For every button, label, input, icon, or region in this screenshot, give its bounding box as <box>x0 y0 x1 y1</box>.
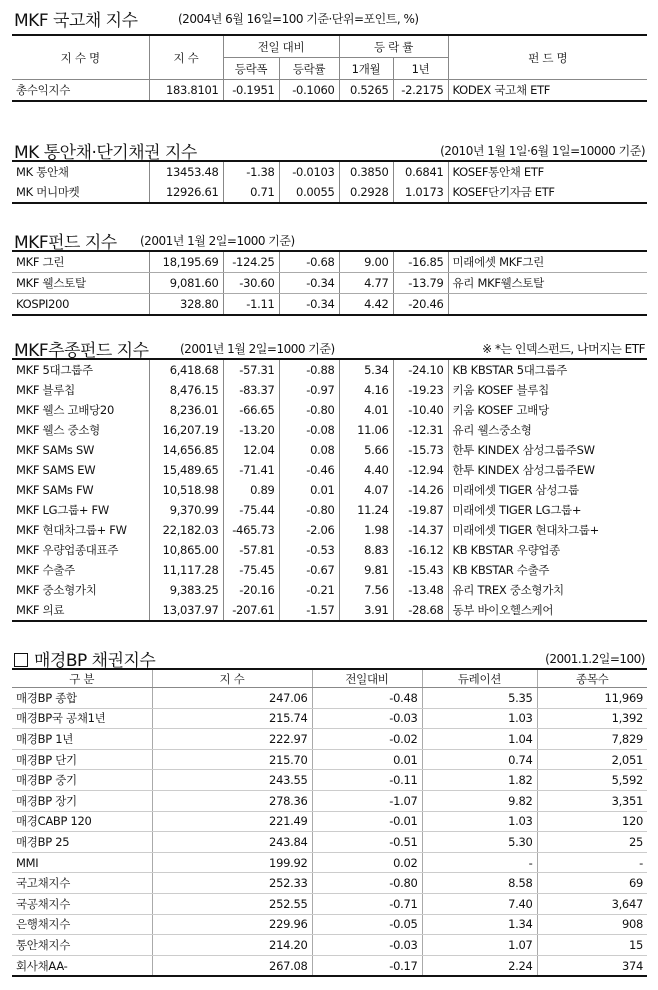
row-rate: -0.0103 <box>279 161 339 182</box>
row-chg: -0.05 <box>312 914 422 935</box>
row-index: 243.84 <box>152 832 312 853</box>
table-row <box>12 161 647 182</box>
row-rate: -0.97 <box>279 380 339 400</box>
row-m1: 8.83 <box>339 540 393 560</box>
col-header-duration: 듀레이션 <box>422 669 537 688</box>
section-bp-bond <box>12 644 647 977</box>
table-row <box>12 811 647 832</box>
header-row <box>12 35 647 58</box>
row-m1: 9.81 <box>339 560 393 580</box>
row-name: 통안채지수 <box>12 935 152 956</box>
table-row <box>12 935 647 956</box>
row-rate: -0.1060 <box>279 80 339 102</box>
row-fund: 미래에셋 TIGER 삼성그룹 <box>452 483 579 497</box>
row-index: 328.80 <box>149 294 223 316</box>
govbond-table <box>12 34 647 102</box>
row-y1: -14.37 <box>393 520 448 540</box>
row-dur: 5.30 <box>422 832 537 853</box>
row-y1: 0.6841 <box>393 161 448 182</box>
row-dur: 1.34 <box>422 914 537 935</box>
row-chg: -0.51 <box>312 832 422 853</box>
row-fund: 유리 웰스중소형 <box>452 423 532 437</box>
row-index: 229.96 <box>152 914 312 935</box>
row-y1: -19.23 <box>393 380 448 400</box>
row-chg: -1.38 <box>223 161 279 182</box>
table-row <box>12 560 647 580</box>
table-row <box>12 955 647 976</box>
row-index: 10,865.00 <box>149 540 223 560</box>
row-y1: 1.0173 <box>393 182 448 203</box>
row-rate: -1.57 <box>279 600 339 621</box>
section-title: MKF 국고채 지수 <box>14 11 138 31</box>
col-header-name: 구 분 <box>12 669 152 688</box>
row-chg: -75.44 <box>223 500 279 520</box>
row-index: 243.55 <box>152 770 312 791</box>
row-y1: -15.73 <box>393 440 448 460</box>
row-y1: -13.48 <box>393 580 448 600</box>
row-dur: 8.58 <box>422 873 537 894</box>
row-name: MKF 수출주 <box>12 560 149 580</box>
row-index: 11,117.28 <box>149 560 223 580</box>
row-name: MKF SAMs FW <box>12 480 149 500</box>
row-chg: -57.31 <box>223 359 279 380</box>
row-name: 매경BP 25 <box>12 832 152 853</box>
row-fund: 미래에셋 TIGER LG그룹+ <box>452 503 582 517</box>
row-cnt: 2,051 <box>537 749 647 770</box>
row-name: MK 통안채 <box>12 161 149 182</box>
section-mkf-govbond <box>12 4 647 102</box>
row-name: 은행채지수 <box>12 914 152 935</box>
row-y1: -13.79 <box>393 273 448 294</box>
row-y1: -16.85 <box>393 251 448 273</box>
row-index: 215.70 <box>152 749 312 770</box>
row-chg: -66.65 <box>223 400 279 420</box>
row-m1: 5.34 <box>339 359 393 380</box>
row-rate: -0.80 <box>279 400 339 420</box>
row-chg: -75.45 <box>223 560 279 580</box>
row-cnt: 3,647 <box>537 893 647 914</box>
col-header-fund: 펀 드 명 <box>448 35 647 80</box>
row-name: 국공채지수 <box>12 893 152 914</box>
row-dur: 1.07 <box>422 935 537 956</box>
row-name: MKF 중소형가치 <box>12 580 149 600</box>
row-chg: -0.71 <box>312 893 422 914</box>
row-m1: 1.98 <box>339 520 393 540</box>
row-y1: -16.12 <box>393 540 448 560</box>
table-row <box>12 440 647 460</box>
row-cnt: 908 <box>537 914 647 935</box>
row-fund: KODEX 국고채 ETF <box>452 83 551 97</box>
row-index: 252.33 <box>152 873 312 894</box>
row-y1: -28.68 <box>393 600 448 621</box>
row-index: 8,476.15 <box>149 380 223 400</box>
row-index: 183.8101 <box>149 80 223 102</box>
table-row <box>12 400 647 420</box>
row-chg: -71.41 <box>223 460 279 480</box>
table-row <box>12 729 647 750</box>
section-header <box>12 644 647 671</box>
row-dur: - <box>422 852 537 873</box>
row-name: MKF 웰스 고배당20 <box>12 400 149 420</box>
row-fund: KB KBSTAR 수출주 <box>452 563 550 577</box>
table-row <box>12 359 647 380</box>
col-header-index: 지 수 <box>149 35 223 80</box>
row-name: 매경BP 단기 <box>12 749 152 770</box>
table-row <box>12 540 647 560</box>
row-y1: -15.43 <box>393 560 448 580</box>
section-subtitle: (2001년 1월 2일=1000 기준) <box>140 234 295 248</box>
table-row <box>12 380 647 400</box>
row-rate: -0.80 <box>279 500 339 520</box>
row-m1: 11.24 <box>339 500 393 520</box>
row-index: 6,418.68 <box>149 359 223 380</box>
row-m1: 4.77 <box>339 273 393 294</box>
row-rate: -0.46 <box>279 460 339 480</box>
row-index: 267.08 <box>152 955 312 976</box>
section-note: (2001.1.2일=100) <box>545 652 645 666</box>
row-name: 매경BP 장기 <box>12 790 152 811</box>
row-m1: 4.42 <box>339 294 393 316</box>
row-y1: -12.94 <box>393 460 448 480</box>
table-row <box>12 770 647 791</box>
table-row <box>12 480 647 500</box>
row-index: 199.92 <box>152 852 312 873</box>
row-chg: 0.02 <box>312 852 422 873</box>
header-row <box>12 669 647 688</box>
row-m1: 4.40 <box>339 460 393 480</box>
row-chg: -0.17 <box>312 955 422 976</box>
row-fund: KOSEF단기자금 ETF <box>452 185 555 199</box>
row-cnt: 11,969 <box>537 688 647 709</box>
row-fund: 키움 KOSEF 고배당 <box>452 403 549 417</box>
row-chg: -0.48 <box>312 688 422 709</box>
row-name: MKF 그린 <box>12 251 149 273</box>
table-row <box>12 852 647 873</box>
col-header-chg: 등락폭 <box>223 58 279 80</box>
row-fund: 미래에셋 MKF그린 <box>448 251 647 273</box>
row-m1: 4.07 <box>339 480 393 500</box>
row-rate: -2.06 <box>279 520 339 540</box>
row-index: 222.97 <box>152 729 312 750</box>
row-name: MKF LG그룹+ FW <box>12 500 149 520</box>
row-chg: -20.16 <box>223 580 279 600</box>
col-header-name: 지 수 명 <box>12 35 149 80</box>
row-index: 13,037.97 <box>149 600 223 621</box>
row-rate: -0.34 <box>279 273 339 294</box>
table-row <box>12 273 647 294</box>
row-index: 10,518.98 <box>149 480 223 500</box>
row-fund: KB KBSTAR 5대그룹주 <box>452 363 568 377</box>
row-fund: 미래에셋 TIGER 현대차그룹+ <box>452 523 599 537</box>
table-row <box>12 688 647 709</box>
row-name: MK 머니마켓 <box>12 182 149 203</box>
row-index: 22,182.03 <box>149 520 223 540</box>
row-name: 총수익지수 <box>12 80 149 102</box>
section-title: MK 통안채·단기채권 지수 <box>14 143 197 163</box>
col-header-index: 지 수 <box>152 669 312 688</box>
row-index: 9,383.25 <box>149 580 223 600</box>
row-index: 9,370.99 <box>149 500 223 520</box>
row-chg: 0.71 <box>223 182 279 203</box>
row-index: 13453.48 <box>149 161 223 182</box>
row-chg: -0.01 <box>312 811 422 832</box>
table-row <box>12 600 647 621</box>
table-row <box>12 832 647 853</box>
row-1m: 0.5265 <box>339 80 393 102</box>
row-chg: -1.07 <box>312 790 422 811</box>
section-mk-short-bond <box>12 136 647 204</box>
row-name: MKF 현대차그룹+ FW <box>12 520 149 540</box>
short-bond-table <box>12 160 647 204</box>
col-header-prev: 전일 대비 <box>223 35 339 58</box>
row-name: MKF 웰스 중소형 <box>12 420 149 440</box>
row-y1: -19.87 <box>393 500 448 520</box>
row-index: 221.49 <box>152 811 312 832</box>
row-name: MKF 5대그룹주 <box>12 359 149 380</box>
row-rate: -0.34 <box>279 294 339 316</box>
row-fund: KB KBSTAR 우량업종 <box>452 543 560 557</box>
row-m1: 7.56 <box>339 580 393 600</box>
tracking-table <box>12 358 647 622</box>
col-header-chg: 전일대비 <box>312 669 422 688</box>
fund-table <box>12 250 647 316</box>
row-fund: 한투 KINDEX 삼성그룹주SW <box>452 443 595 457</box>
row-rate: -0.53 <box>279 540 339 560</box>
table-row <box>12 294 647 316</box>
table-row <box>12 749 647 770</box>
table-row <box>12 914 647 935</box>
row-chg: -13.20 <box>223 420 279 440</box>
row-dur: 1.04 <box>422 729 537 750</box>
col-header-count: 종목수 <box>537 669 647 688</box>
row-chg: -0.80 <box>312 873 422 894</box>
row-m1: 4.16 <box>339 380 393 400</box>
row-fund: 유리 MKF웰스토탈 <box>448 273 647 294</box>
table-row <box>12 708 647 729</box>
row-index: 9,081.60 <box>149 273 223 294</box>
row-dur: 1.03 <box>422 708 537 729</box>
row-chg: 0.01 <box>312 749 422 770</box>
row-chg: -1.11 <box>223 294 279 316</box>
square-icon <box>14 653 28 667</box>
table-row <box>12 251 647 273</box>
row-fund: 유리 TREX 중소형가치 <box>452 583 564 597</box>
row-fund <box>448 294 647 316</box>
row-rate: -0.08 <box>279 420 339 440</box>
row-name: 매경BP 종합 <box>12 688 152 709</box>
row-m1: 3.91 <box>339 600 393 621</box>
row-rate: 0.01 <box>279 480 339 500</box>
row-index: 278.36 <box>152 790 312 811</box>
section-title: MKF추종펀드 지수 <box>14 341 149 361</box>
row-cnt: 25 <box>537 832 647 853</box>
row-name: MKF 우량업종대표주 <box>12 540 149 560</box>
row-m1: 11.06 <box>339 420 393 440</box>
row-name: 매경BP 1년 <box>12 729 152 750</box>
row-index: 18,195.69 <box>149 251 223 273</box>
section-mkf-fund <box>12 226 647 316</box>
row-dur: 0.74 <box>422 749 537 770</box>
row-name: 회사채AA- <box>12 955 152 976</box>
row-m1: 4.01 <box>339 400 393 420</box>
row-1y: -2.2175 <box>393 80 448 102</box>
col-header-1y: 1년 <box>393 58 448 80</box>
row-index: 215.74 <box>152 708 312 729</box>
row-chg: -465.73 <box>223 520 279 540</box>
row-dur: 2.24 <box>422 955 537 976</box>
row-m1: 9.00 <box>339 251 393 273</box>
row-index: 214.20 <box>152 935 312 956</box>
row-name: MKF SAMs SW <box>12 440 149 460</box>
table-row <box>12 460 647 480</box>
row-name: KOSPI200 <box>12 294 149 316</box>
row-chg: -30.60 <box>223 273 279 294</box>
row-chg: -0.1951 <box>223 80 279 102</box>
row-cnt: 120 <box>537 811 647 832</box>
row-y1: -14.26 <box>393 480 448 500</box>
row-index: 8,236.01 <box>149 400 223 420</box>
table-row <box>12 500 647 520</box>
row-name: 매경CABP 120 <box>12 811 152 832</box>
row-m1: 0.2928 <box>339 182 393 203</box>
row-index: 12926.61 <box>149 182 223 203</box>
section-header <box>12 334 647 361</box>
row-chg: -0.03 <box>312 935 422 956</box>
row-fund: KOSEF통안채 ETF <box>452 165 544 179</box>
table-row <box>12 790 647 811</box>
row-name: MMI <box>12 852 152 873</box>
row-name: MKF 의료 <box>12 600 149 621</box>
row-name: MKF 웰스토탈 <box>12 273 149 294</box>
table-row <box>12 182 647 203</box>
row-dur: 1.82 <box>422 770 537 791</box>
section-title: MKF펀드 지수 <box>14 233 117 253</box>
section-subtitle: (2004년 6월 16일=100 기준·단위=포인트, %) <box>178 12 419 26</box>
row-cnt: 374 <box>537 955 647 976</box>
col-header-range: 등 락 률 <box>339 35 448 58</box>
row-dur: 7.40 <box>422 893 537 914</box>
row-rate: 0.0055 <box>279 182 339 203</box>
row-cnt: 1,392 <box>537 708 647 729</box>
row-index: 252.55 <box>152 893 312 914</box>
row-cnt: 69 <box>537 873 647 894</box>
row-index: 247.06 <box>152 688 312 709</box>
row-name: 매경BP국 공채1년 <box>12 708 152 729</box>
row-chg: -0.02 <box>312 729 422 750</box>
row-chg: -57.81 <box>223 540 279 560</box>
row-chg: -124.25 <box>223 251 279 273</box>
row-index: 14,656.85 <box>149 440 223 460</box>
row-rate: -0.88 <box>279 359 339 380</box>
section-title <box>14 646 155 671</box>
row-name: 매경BP 중기 <box>12 770 152 791</box>
row-y1: -12.31 <box>393 420 448 440</box>
row-dur: 5.35 <box>422 688 537 709</box>
row-chg: -207.61 <box>223 600 279 621</box>
row-y1: -10.40 <box>393 400 448 420</box>
table-row <box>12 873 647 894</box>
section-header <box>12 136 647 163</box>
row-cnt: 3,351 <box>537 790 647 811</box>
row-chg: -0.03 <box>312 708 422 729</box>
row-chg: -83.37 <box>223 380 279 400</box>
row-m1: 0.3850 <box>339 161 393 182</box>
row-rate: -0.67 <box>279 560 339 580</box>
col-header-rate: 등락률 <box>279 58 339 80</box>
table-row <box>12 580 647 600</box>
row-index: 15,489.65 <box>149 460 223 480</box>
row-y1: -24.10 <box>393 359 448 380</box>
row-name: 국고채지수 <box>12 873 152 894</box>
section-note: ※ *는 인덱스펀드, 나머지는 ETF <box>482 342 645 356</box>
row-chg: -0.11 <box>312 770 422 791</box>
section-header <box>12 226 647 253</box>
section-subtitle: (2001년 1월 2일=1000 기준) <box>180 342 335 356</box>
row-dur: 9.82 <box>422 790 537 811</box>
row-cnt: 5,592 <box>537 770 647 791</box>
row-cnt: 15 <box>537 935 647 956</box>
row-fund: 동부 바이오헬스케어 <box>452 603 554 617</box>
section-mkf-tracking <box>12 334 647 622</box>
row-cnt: 7,829 <box>537 729 647 750</box>
row-chg: 0.89 <box>223 480 279 500</box>
row-m1: 5.66 <box>339 440 393 460</box>
row-index: 16,207.19 <box>149 420 223 440</box>
col-header-1m: 1개월 <box>339 58 393 80</box>
row-fund: 한투 KINDEX 삼성그룹주EW <box>452 463 595 477</box>
row-name: MKF SAMS EW <box>12 460 149 480</box>
row-rate: -0.21 <box>279 580 339 600</box>
row-dur: 1.03 <box>422 811 537 832</box>
table-row <box>12 893 647 914</box>
row-rate: 0.08 <box>279 440 339 460</box>
row-fund: 키움 KOSEF 블루칩 <box>452 383 549 397</box>
row-cnt: - <box>537 852 647 873</box>
section-title-text: 매경BP 채권지수 <box>34 651 156 671</box>
section-note: (2010년 1월 1일·6월 1일=10000 기준) <box>440 144 645 158</box>
row-y1: -20.46 <box>393 294 448 316</box>
bp-bond-table <box>12 668 647 977</box>
row-chg: 12.04 <box>223 440 279 460</box>
row-rate: -0.68 <box>279 251 339 273</box>
table-row <box>12 80 647 102</box>
row-name: MKF 블루칩 <box>12 380 149 400</box>
section-header <box>12 4 647 31</box>
table-row <box>12 520 647 540</box>
table-row <box>12 420 647 440</box>
